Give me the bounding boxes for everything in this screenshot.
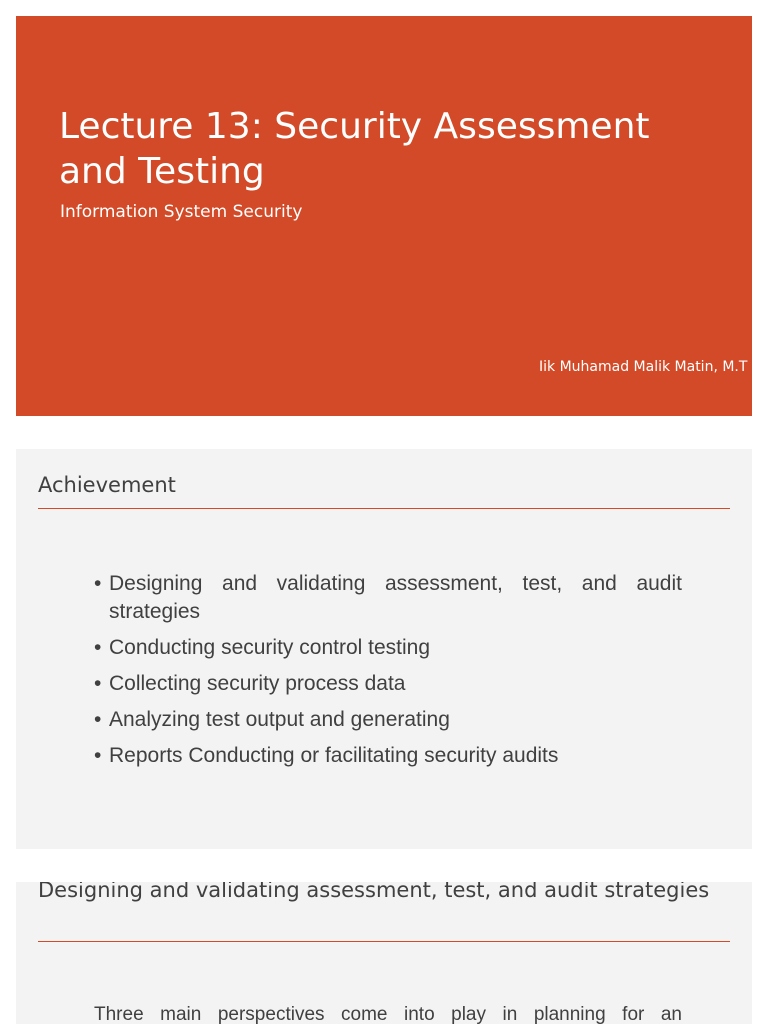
author-name: Iik Muhamad Malik Matin, M.T — [539, 359, 748, 375]
list-item: • Conducting security control testing — [94, 634, 682, 662]
list-item: • Collecting security process data — [94, 670, 682, 698]
achievement-slide — [16, 449, 752, 849]
slide-heading: Achievement — [38, 473, 176, 497]
list-item: • Analyzing test output and generating — [94, 706, 682, 734]
heading-divider — [38, 508, 730, 509]
achievement-list — [94, 570, 682, 778]
heading-divider — [38, 941, 730, 942]
slide-heading: Designing and validating assessment, test, and audit strategies — [38, 882, 710, 902]
title-slide — [16, 16, 752, 416]
strategies-slide — [16, 882, 752, 1024]
lecture-title: Lecture 13: Security Assessment and Testing — [59, 106, 650, 192]
body-paragraph: Three main perspectives come into play in planning for an — [94, 1004, 682, 1024]
list-item: • Reports Conducting or facilitating security audits — [94, 742, 682, 770]
list-item: • Designing and validating assessment, test, and audit strategies — [94, 570, 682, 626]
course-subtitle: Information System Security — [60, 202, 303, 222]
